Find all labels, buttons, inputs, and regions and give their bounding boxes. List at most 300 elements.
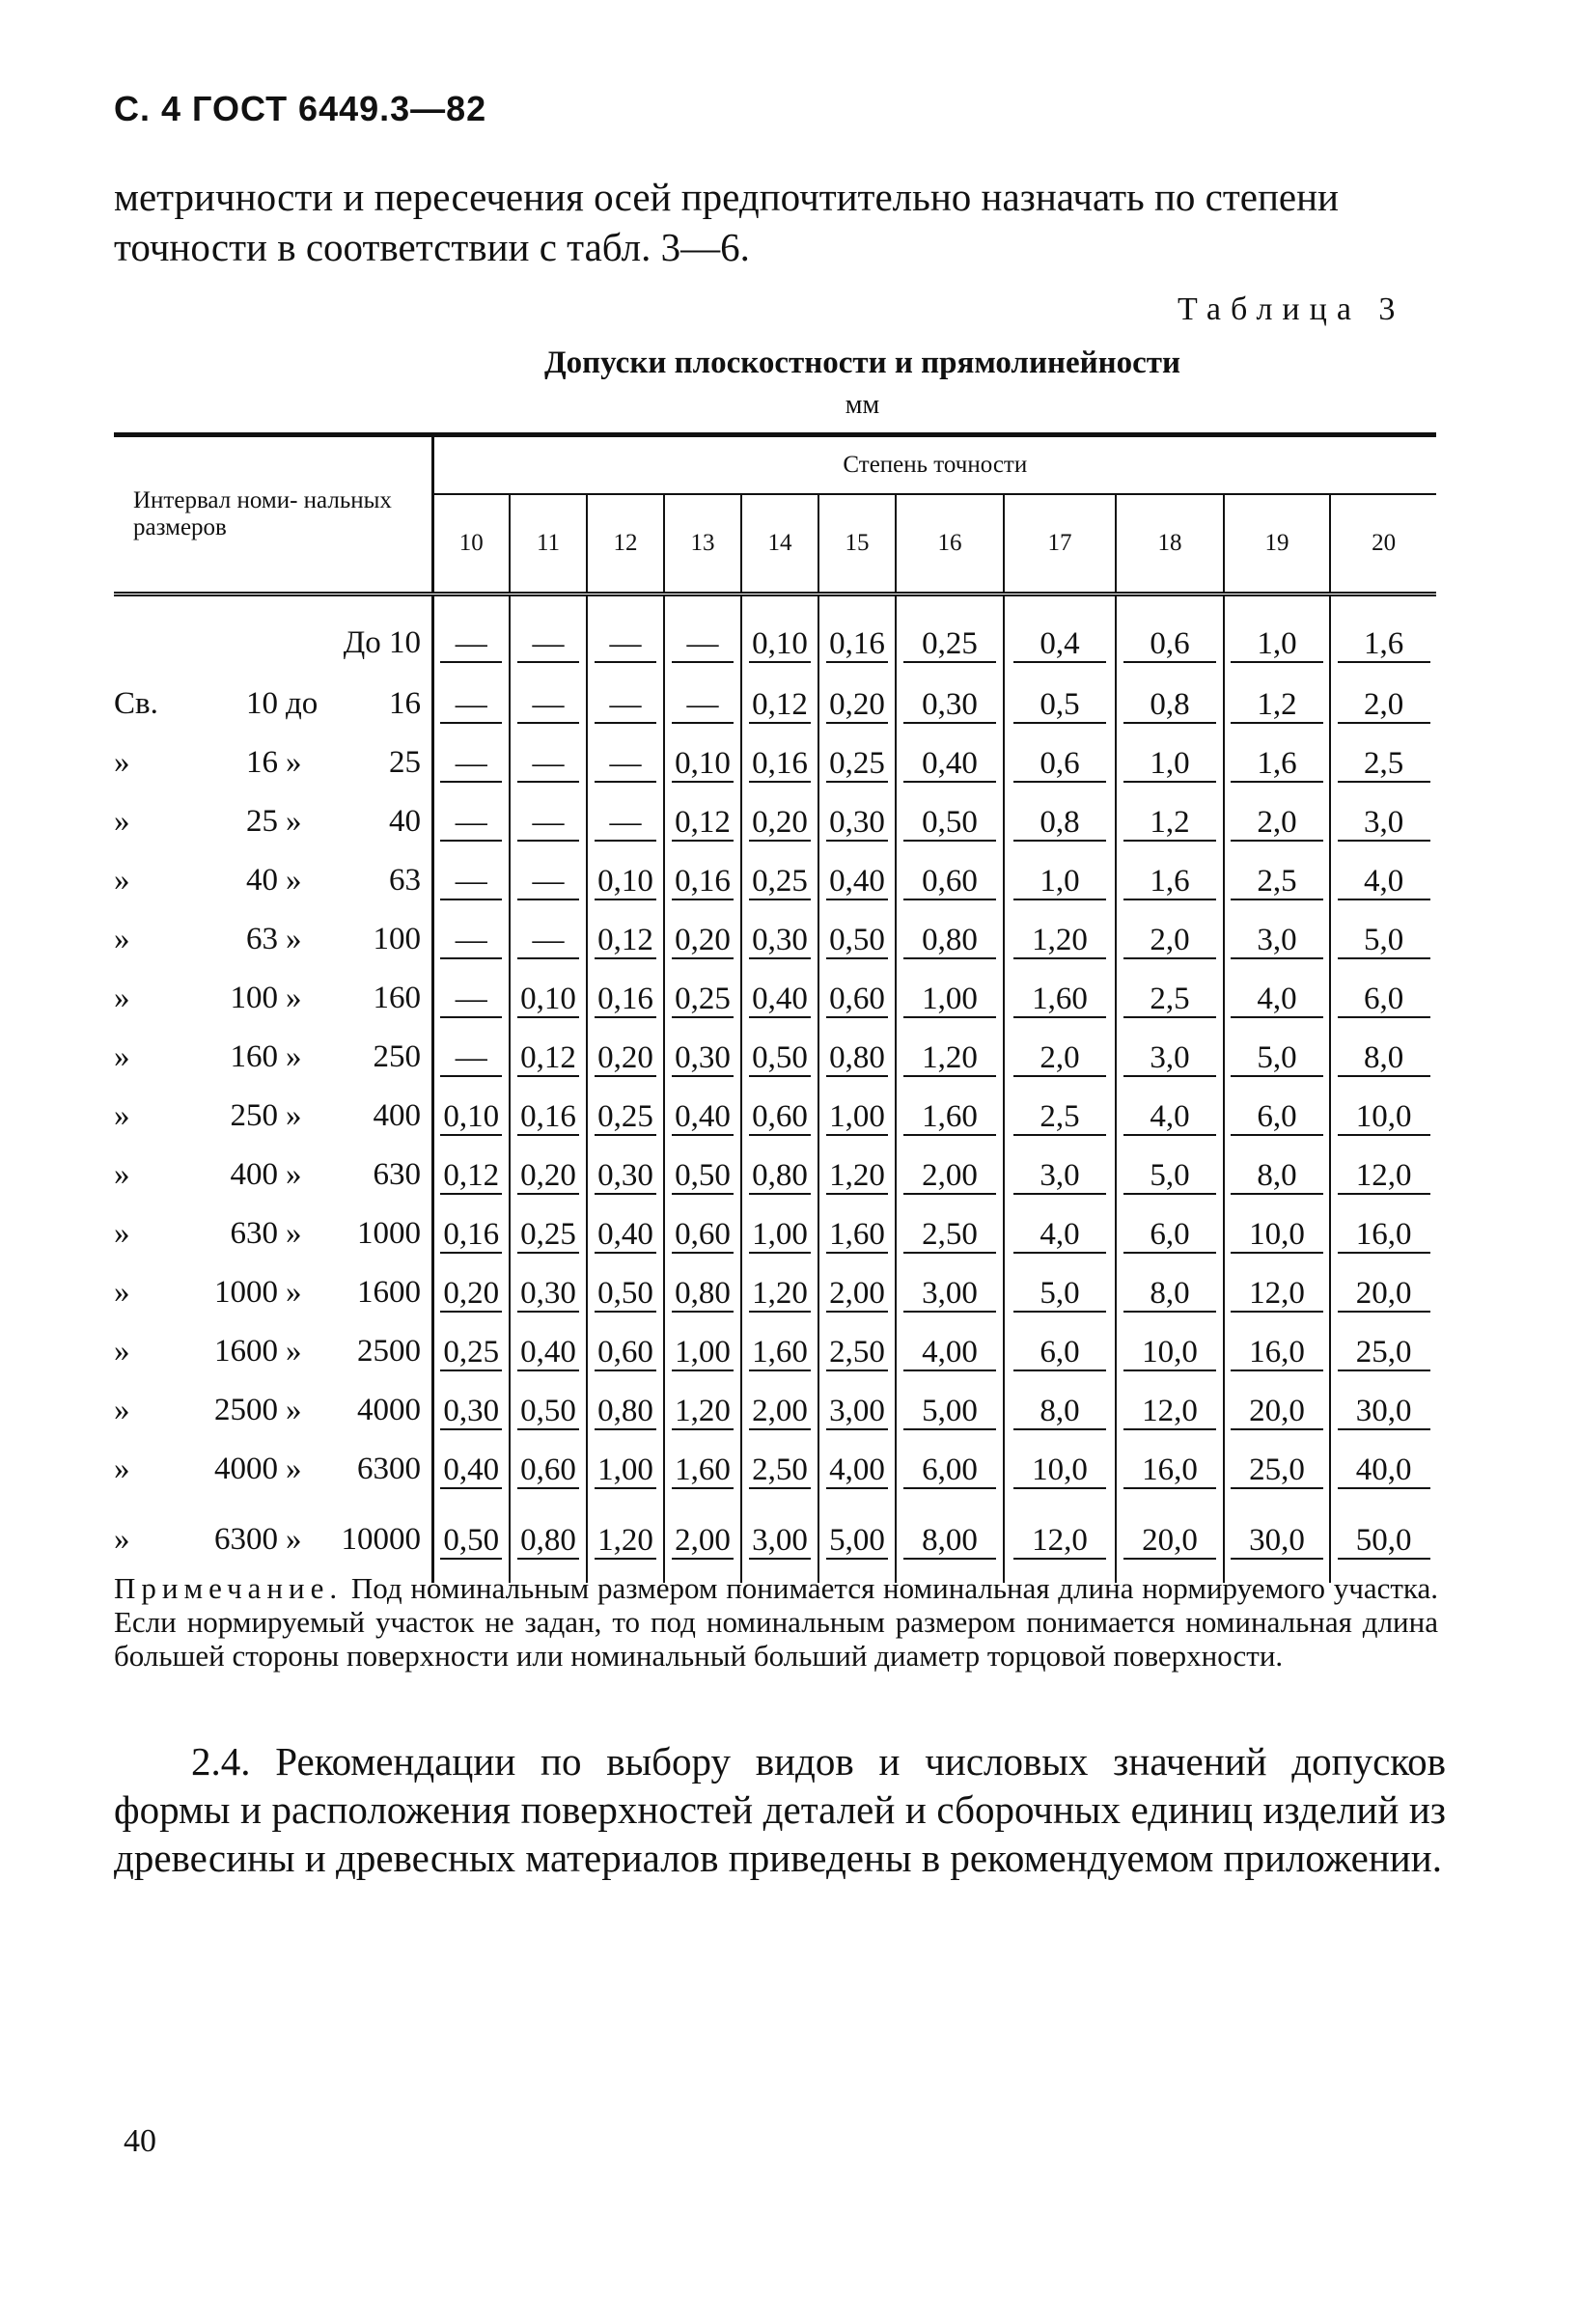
interval-mid: » (286, 862, 302, 898)
tolerance-value: 0,25 (903, 626, 996, 663)
table-row (114, 793, 1436, 852)
tolerance-value: 3,0 (1338, 805, 1430, 842)
tolerance-value: 2,5 (1338, 746, 1430, 783)
tolerance-value: 0,80 (749, 1158, 811, 1195)
tolerance-value: 0,16 (672, 864, 734, 900)
tolerance-cell (818, 1147, 896, 1205)
tolerance-value: 1,20 (1013, 923, 1106, 959)
note-text: Под номинальным размером понимается номинальная длина нормируемого участка. Если нормируемый участок не задан, то под номинальным размером понимается номинальная длина большей стороны поверхности или номинальный больший диаметр торцовой поверхности. (114, 1571, 1439, 1673)
interval-range (114, 625, 431, 664)
tolerance-cell (818, 911, 896, 970)
tolerance-cell (1116, 1147, 1224, 1205)
tolerance-value: 4,00 (903, 1335, 996, 1371)
interval-mid: » (286, 1038, 302, 1074)
tolerance-cell (741, 1441, 818, 1500)
tolerance-cell (664, 1088, 741, 1147)
tolerance-value: 8,00 (903, 1523, 996, 1560)
tolerance-value: 4,0 (1231, 982, 1323, 1018)
table-row (114, 734, 1436, 793)
tolerance-value: — (440, 982, 502, 1018)
tolerance-cell (1004, 1264, 1116, 1323)
tolerance-cell (818, 852, 896, 911)
tolerance-value: 0,30 (749, 923, 811, 959)
tolerance-value: 20,0 (1231, 1394, 1323, 1430)
tolerance-value: 0,40 (903, 746, 996, 783)
tolerance-value: 1,0 (1231, 626, 1323, 663)
tolerance-value: 0,12 (749, 687, 811, 724)
interval-mid: » (286, 1274, 302, 1310)
tolerance-cell (1224, 970, 1330, 1029)
tolerance-cell (664, 595, 741, 677)
tolerance-value: 3,0 (1013, 1158, 1106, 1195)
tolerance-cell (1004, 1323, 1116, 1382)
tolerance-cell (664, 1205, 741, 1264)
interval-cell (114, 1088, 432, 1147)
tolerance-value: 0,30 (672, 1040, 734, 1077)
tolerance-value: 30,0 (1231, 1523, 1323, 1560)
tolerance-cell (1004, 734, 1116, 793)
tolerance-value: 0,16 (595, 982, 656, 1018)
tolerance-cell (587, 1264, 664, 1323)
tolerance-cell (587, 1088, 664, 1147)
grade-number-cell: 16 (896, 494, 1004, 595)
interval-range (114, 1157, 431, 1196)
interval-mid: » (286, 1333, 302, 1369)
tolerance-cell (664, 1382, 741, 1441)
interval-to: 63 (389, 862, 421, 898)
tolerance-value: 12,0 (1231, 1276, 1323, 1313)
tolerance-value: 0,40 (826, 864, 888, 900)
table-row (114, 1088, 1436, 1147)
table-row (114, 852, 1436, 911)
table-title: Допуски плоскостности и прямолинейности (543, 346, 1181, 380)
tolerance-value: 0,60 (826, 982, 888, 1018)
tolerance-value: 25,0 (1231, 1452, 1323, 1489)
tolerance-value: — (440, 687, 502, 724)
tolerance-value: 1,2 (1123, 805, 1216, 842)
tolerance-cell (741, 595, 818, 677)
tolerance-value: — (440, 746, 502, 783)
table-body (114, 595, 1436, 1584)
tolerance-value: 2,00 (749, 1394, 811, 1430)
tolerance-cell (1004, 793, 1116, 852)
tolerance-cell (510, 734, 587, 793)
tolerance-cell (1224, 676, 1330, 734)
tolerance-cell (1004, 1205, 1116, 1264)
tolerance-cell (1330, 970, 1436, 1029)
interval-pre: » (114, 1451, 130, 1486)
tolerance-value: 16,0 (1231, 1335, 1323, 1371)
tolerance-cell (432, 734, 510, 793)
tolerance-cell (510, 1147, 587, 1205)
tolerance-cell (896, 793, 1004, 852)
interval-from: 250 (230, 1097, 278, 1133)
tolerance-value: 2,00 (672, 1523, 734, 1560)
interval-pre: » (114, 1392, 130, 1427)
tolerance-value: 0,50 (826, 923, 888, 959)
tolerance-cell (587, 734, 664, 793)
tolerance-cell (1116, 1264, 1224, 1323)
interval-range (114, 922, 431, 960)
tolerance-cell (741, 676, 818, 734)
tolerance-value: 1,00 (749, 1217, 811, 1254)
tolerance-cell (896, 734, 1004, 793)
tolerance-cell (896, 595, 1004, 677)
tolerance-cell (664, 1323, 741, 1382)
page-header: С. 4 ГОСТ 6449.3—82 (114, 89, 487, 128)
interval-cell (114, 1323, 432, 1382)
tolerance-cell (1116, 1323, 1224, 1382)
interval-from: 63 (246, 921, 278, 956)
tolerance-value: 1,00 (826, 1099, 888, 1136)
tolerance-cell (818, 734, 896, 793)
interval-range (114, 804, 431, 843)
tolerance-cell (664, 793, 741, 852)
tolerance-cell (741, 1323, 818, 1382)
interval-cell (114, 1441, 432, 1500)
table-label: Таблица 3 (1178, 291, 1405, 327)
tolerance-cell (741, 911, 818, 970)
tolerance-cell (510, 1382, 587, 1441)
tolerance-cell (432, 970, 510, 1029)
tolerance-cell (510, 1264, 587, 1323)
tolerance-value: — (517, 923, 579, 959)
tolerance-cell (1330, 1323, 1436, 1382)
tolerance-value: — (517, 746, 579, 783)
table-row (114, 1382, 1436, 1441)
tolerance-cell (1116, 676, 1224, 734)
tolerance-value: 0,30 (595, 1158, 656, 1195)
interval-to: 250 (373, 1038, 421, 1074)
interval-pre: » (114, 1333, 130, 1369)
tolerance-cell (432, 1147, 510, 1205)
interval-from: 2500 (214, 1392, 278, 1427)
tolerance-value: 0,16 (517, 1099, 579, 1136)
tolerance-value: 10,0 (1338, 1099, 1430, 1136)
tolerance-value: 2,0 (1338, 687, 1430, 724)
tolerance-cell (741, 793, 818, 852)
tolerance-value: 1,60 (1013, 982, 1106, 1018)
grade-number-cell: 18 (1116, 494, 1224, 595)
tolerance-value: 12,0 (1338, 1158, 1430, 1195)
tolerance-value: 0,60 (903, 864, 996, 900)
tolerance-cell (510, 595, 587, 677)
interval-range (114, 1039, 431, 1078)
tolerance-value: 0,50 (595, 1276, 656, 1313)
grade-number-cell: 17 (1004, 494, 1116, 595)
tolerance-value: — (440, 626, 502, 663)
tolerance-cell (587, 1147, 664, 1205)
tolerance-value: — (595, 626, 656, 663)
section-paragraph: 2.4. Рекомендации по выбору видов и числовых значений допусков формы и расположения поверхностей деталей и сборочных единиц изделий из древесины и древесных материалов приведены в рекомендуемом приложении. (114, 1739, 1446, 1880)
tolerance-cell (587, 793, 664, 852)
tolerance-value: 0,80 (595, 1394, 656, 1430)
interval-mid: » (286, 803, 302, 839)
tolerance-value: 0,60 (749, 1099, 811, 1136)
tolerance-value: 0,30 (826, 805, 888, 842)
interval-cell (114, 1029, 432, 1088)
table-row (114, 970, 1436, 1029)
tolerance-value: 1,2 (1231, 687, 1323, 724)
tolerance-value: — (595, 687, 656, 724)
table-row (114, 1441, 1436, 1500)
tolerance-value: 0,30 (440, 1394, 502, 1430)
tolerance-cell (664, 1264, 741, 1323)
tolerance-cell (1004, 970, 1116, 1029)
tolerance-value: 0,20 (440, 1276, 502, 1313)
tolerance-value: 1,60 (903, 1099, 996, 1136)
interval-header: Интервал номи- нальных размеров (114, 435, 432, 595)
tolerance-value: 25,0 (1338, 1335, 1430, 1371)
tolerance-value: 4,0 (1123, 1099, 1216, 1136)
interval-range (114, 981, 431, 1019)
tolerance-cell (587, 852, 664, 911)
tolerance-value: — (440, 1040, 502, 1077)
tolerance-value: 1,20 (826, 1158, 888, 1195)
interval-pre: » (114, 1156, 130, 1192)
interval-range (114, 1452, 431, 1490)
tolerance-cell (587, 1441, 664, 1500)
interval-cell (114, 1205, 432, 1264)
tolerance-cell (1004, 1147, 1116, 1205)
tolerance-value: — (517, 626, 579, 663)
tolerance-cell (510, 1088, 587, 1147)
tolerance-cell (1224, 1382, 1330, 1441)
tolerance-cell (1224, 1205, 1330, 1264)
tolerance-cell (741, 852, 818, 911)
interval-range (114, 1334, 431, 1372)
tolerance-value: 0,25 (440, 1335, 502, 1371)
tolerance-cell (1330, 852, 1436, 911)
tolerance-value: 0,20 (826, 687, 888, 724)
interval-range (114, 1098, 431, 1137)
grade-number-cell: 10 (432, 494, 510, 595)
tolerance-value: 0,60 (517, 1452, 579, 1489)
interval-from: 40 (246, 862, 278, 898)
tolerance-cell (741, 970, 818, 1029)
tolerance-cell (741, 734, 818, 793)
tolerance-value: 5,0 (1123, 1158, 1216, 1195)
tolerance-value: 1,20 (595, 1523, 656, 1560)
tolerance-value: 0,10 (517, 982, 579, 1018)
interval-mid: » (286, 1215, 302, 1251)
tolerance-cell (741, 1147, 818, 1205)
tolerance-value: 40,0 (1338, 1452, 1430, 1489)
tolerance-cell (432, 1029, 510, 1088)
tolerance-value: 0,10 (672, 746, 734, 783)
interval-from: 16 (246, 744, 278, 780)
tolerance-value: 0,60 (595, 1335, 656, 1371)
tolerance-cell (1116, 970, 1224, 1029)
tolerance-value: 20,0 (1338, 1276, 1430, 1313)
tolerance-cell (1330, 1441, 1436, 1500)
tolerance-value: 0,40 (749, 982, 811, 1018)
table-unit: мм (845, 390, 880, 420)
tolerance-value: 0,10 (595, 864, 656, 900)
tolerance-value: 8,0 (1231, 1158, 1323, 1195)
interval-range (114, 1216, 431, 1255)
tolerance-cell (510, 852, 587, 911)
interval-cell (114, 793, 432, 852)
tolerance-cell (510, 1441, 587, 1500)
tolerance-cell (432, 852, 510, 911)
interval-pre: » (114, 744, 130, 780)
note-label: Примечание. (114, 1571, 344, 1605)
tolerance-value: 1,60 (672, 1452, 734, 1489)
grade-header: Степень точности (432, 435, 1436, 495)
tolerance-cell (896, 911, 1004, 970)
interval-to: 400 (373, 1097, 421, 1133)
tolerance-value: 3,00 (749, 1523, 811, 1560)
tolerance-cell (741, 1029, 818, 1088)
tolerance-cell (1116, 1029, 1224, 1088)
tolerance-value: 0,30 (903, 687, 996, 724)
interval-pre: » (114, 803, 130, 839)
tolerance-cell (896, 1088, 1004, 1147)
interval-pre: » (114, 1274, 130, 1310)
tolerance-cell (1330, 793, 1436, 852)
tolerance-value: — (595, 805, 656, 842)
tolerance-cell (896, 1264, 1004, 1323)
tolerance-cell (741, 1088, 818, 1147)
interval-from: 160 (230, 1038, 278, 1074)
tolerance-value: 0,30 (517, 1276, 579, 1313)
tolerance-value: 2,0 (1123, 923, 1216, 959)
interval-pre: » (114, 1215, 130, 1251)
tolerance-value: 0,50 (440, 1523, 502, 1560)
tolerance-cell (587, 911, 664, 970)
tolerance-value: 0,50 (517, 1394, 579, 1430)
tolerance-cell (1116, 1088, 1224, 1147)
tolerance-cell (587, 970, 664, 1029)
tolerance-value: 1,60 (826, 1217, 888, 1254)
tolerance-cell (587, 1382, 664, 1441)
interval-mid: » (286, 921, 302, 956)
tolerance-cell (664, 1441, 741, 1500)
tolerance-value: 6,00 (903, 1452, 996, 1489)
tolerance-value: — (440, 923, 502, 959)
tolerance-value: 0,16 (440, 1217, 502, 1254)
tolerance-cell (818, 1205, 896, 1264)
tolerance-value: 5,0 (1231, 1040, 1323, 1077)
tolerance-value: 0,80 (517, 1523, 579, 1560)
tolerance-cell (1330, 1029, 1436, 1088)
tolerance-cell (1330, 676, 1436, 734)
tolerance-value: 0,8 (1013, 805, 1106, 842)
grade-number-cell: 12 (587, 494, 664, 595)
tolerance-cell (1330, 1205, 1436, 1264)
tolerance-value: 0,20 (672, 923, 734, 959)
tolerance-value: 1,00 (903, 982, 996, 1018)
tolerance-value: 2,0 (1013, 1040, 1106, 1077)
tolerance-value: 3,0 (1231, 923, 1323, 959)
interval-cell (114, 1382, 432, 1441)
tolerance-value: 50,0 (1338, 1523, 1430, 1560)
tolerance-value: 20,0 (1123, 1523, 1216, 1560)
interval-from: До 10 (343, 625, 421, 660)
tolerance-value: 2,00 (903, 1158, 996, 1195)
interval-to: 160 (373, 980, 421, 1015)
table-row (114, 1264, 1436, 1323)
interval-pre: » (114, 1522, 130, 1557)
tolerance-cell (818, 1441, 896, 1500)
tolerance-cell (1004, 911, 1116, 970)
tolerance-value: 10,0 (1123, 1335, 1216, 1371)
tolerance-value: 0,50 (672, 1158, 734, 1195)
tolerance-cell (1116, 595, 1224, 677)
interval-from: 1000 (214, 1274, 278, 1310)
tolerance-cell (1116, 793, 1224, 852)
tolerance-value: 5,00 (903, 1394, 996, 1430)
tolerance-cell (432, 1382, 510, 1441)
tolerance-cell (664, 676, 741, 734)
tolerance-value: 1,20 (672, 1394, 734, 1430)
interval-cell (114, 911, 432, 970)
tolerance-cell (1224, 1029, 1330, 1088)
tolerance-value: 6,0 (1013, 1335, 1106, 1371)
tolerance-value: 4,00 (826, 1452, 888, 1489)
tolerance-cell (741, 1264, 818, 1323)
tolerance-cell (664, 970, 741, 1029)
table-row (114, 595, 1436, 677)
tolerance-value: 0,25 (595, 1099, 656, 1136)
tolerance-cell (510, 1323, 587, 1382)
tolerance-cell (896, 1323, 1004, 1382)
tolerance-cell (664, 852, 741, 911)
tolerance-cell (1224, 852, 1330, 911)
tolerance-cell (896, 676, 1004, 734)
grade-number-cell: 11 (510, 494, 587, 595)
tolerance-value: 0,80 (672, 1276, 734, 1313)
tolerance-value: 0,25 (749, 864, 811, 900)
tolerance-cell (818, 1382, 896, 1441)
tolerance-value: 1,00 (595, 1452, 656, 1489)
tolerance-cell (1004, 1382, 1116, 1441)
tolerance-value: — (517, 687, 579, 724)
tolerance-cell (1330, 1264, 1436, 1323)
interval-mid: » (286, 744, 302, 780)
tolerance-value: 1,0 (1013, 864, 1106, 900)
interval-pre: » (114, 980, 130, 1015)
tolerance-cell (818, 1264, 896, 1323)
interval-mid: » (286, 1156, 302, 1192)
tolerance-value: 0,12 (440, 1158, 502, 1195)
tolerance-value: 10,0 (1013, 1452, 1106, 1489)
tolerance-value: 1,20 (903, 1040, 996, 1077)
grade-number-cell: 20 (1330, 494, 1436, 595)
tolerance-cell (818, 793, 896, 852)
tolerance-cell (896, 852, 1004, 911)
tolerance-cell (1330, 911, 1436, 970)
table-row (114, 911, 1436, 970)
tolerance-value: 0,16 (749, 746, 811, 783)
tolerance-cell (1224, 1088, 1330, 1147)
tolerance-cell (664, 1029, 741, 1088)
interval-mid: » (286, 1522, 302, 1557)
tolerance-value: 0,8 (1123, 687, 1216, 724)
interval-range (114, 686, 431, 725)
tolerance-value: 1,00 (672, 1335, 734, 1371)
tolerance-cell (818, 1323, 896, 1382)
tolerance-cell (1224, 1264, 1330, 1323)
tolerance-cell (1224, 1441, 1330, 1500)
tolerance-cell (510, 793, 587, 852)
tolerance-value: 30,0 (1338, 1394, 1430, 1430)
tolerance-cell (1116, 1205, 1224, 1264)
interval-mid: » (286, 1451, 302, 1486)
tolerance-cell (1224, 1323, 1330, 1382)
tolerance-cell (432, 1088, 510, 1147)
